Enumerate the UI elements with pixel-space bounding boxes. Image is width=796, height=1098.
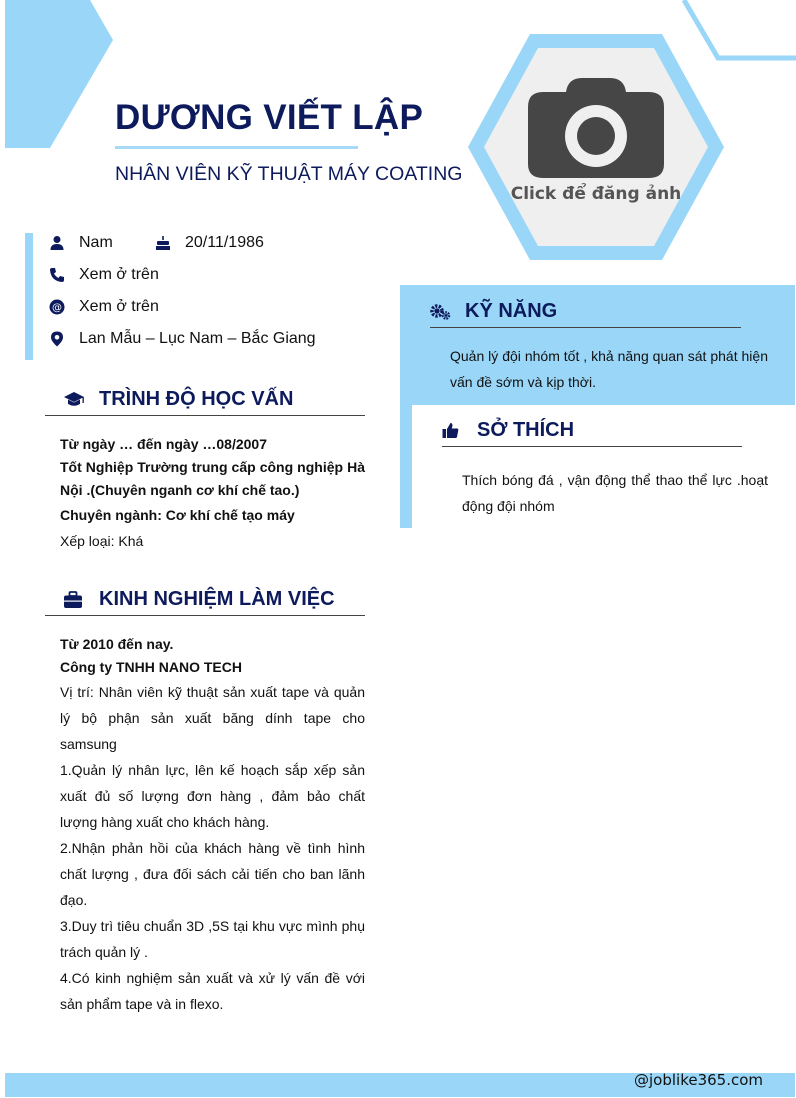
birthday-cake-icon [155, 235, 171, 251]
phone-icon [49, 267, 65, 283]
contact-email [49, 295, 159, 319]
svg-text:@: @ [52, 302, 62, 314]
education-period: Từ ngày … đến ngày …08/2007 [60, 436, 267, 452]
job-title: NHÂN VIÊN KỸ THUẬT MÁY COATING [115, 163, 463, 185]
experience-title: KINH NGHIỆM LÀM VIỆC [99, 588, 335, 610]
education-major: Chuyên ngành: Cơ khí chế tạo máy [60, 507, 295, 523]
address-value: Lan Mẫu – Lục Nam – Bắc Giang [79, 330, 316, 347]
candidate-name: DƯƠNG VIẾT LẬP [115, 98, 424, 137]
skills-section-header [430, 296, 741, 328]
contact-accent-bar [25, 233, 33, 360]
experience-company: Công ty TNHH NANO TECH [60, 659, 242, 675]
birthday-value: 20/11/1986 [185, 234, 264, 251]
hobbies-section-header [442, 415, 742, 447]
experience-item: 1.Quản lý nhân lực, lên kế hoạch sắp xếp sản xuất đủ số lượng đơn hàng , đảm bảo chất lượng hàng xuất cho khách hàng. [60, 762, 365, 830]
experience-section-header [45, 584, 365, 616]
experience-item: 2.Nhận phản hồi của khách hàng về tình hình chất lượng , đưa đối sách cải tiến cho ban lãnh đạo. [60, 840, 365, 908]
contact-address [49, 327, 316, 351]
footer-website: @joblike365.com [634, 1071, 764, 1089]
experience-period: Từ 2010 đến nay. [60, 636, 174, 652]
experience-item: 3.Duy trì tiêu chuẩn 3D ,5S tại khu vực mình phụ trách quản lý . [60, 918, 365, 960]
briefcase-icon [63, 591, 83, 609]
right-accent-bar [400, 405, 412, 528]
decorative-shape-top-left [0, 0, 120, 150]
phone-value: Xem ở trên [79, 266, 159, 283]
avatar-upload[interactable] [466, 34, 726, 260]
name-underline [115, 146, 358, 149]
gears-icon [430, 303, 451, 320]
camera-icon [528, 78, 664, 178]
experience-body [60, 633, 365, 1017]
gender-value: Nam [79, 234, 113, 251]
experience-item: 4.Có kinh nghiệm sản xuất và xử lý vấn đề với sản phẩm tape và in flexo. [60, 970, 365, 1012]
contact-birthday [155, 231, 264, 255]
education-title: TRÌNH ĐỘ HỌC VẤN [99, 388, 294, 410]
graduation-cap-icon [63, 391, 85, 409]
location-pin-icon [49, 331, 65, 347]
thumbs-up-icon [442, 422, 459, 439]
contact-phone [49, 263, 159, 287]
user-icon [49, 235, 65, 251]
education-grade: Xếp loại: Khá [60, 533, 144, 549]
skills-text: Quản lý đội nhóm tốt , khả năng quan sát phát hiện vấn đề sớm và kịp thời. [450, 348, 768, 390]
hobbies-text: Thích bóng đá , vận động thể thao thể lực .hoạt động đội nhóm [462, 472, 768, 514]
skills-title: KỸ NĂNG [465, 300, 558, 322]
education-body [60, 433, 365, 554]
email-at-icon [49, 299, 65, 315]
avatar-upload-caption[interactable]: Click để đăng ảnh [510, 184, 682, 204]
education-school: Tốt Nghiệp Trường trung cấp công nghiệp Hà Nội .(Chuyên nganh cơ khí chế tao.) [60, 459, 365, 498]
email-value: Xem ở trên [79, 298, 159, 315]
education-section-header [45, 384, 365, 416]
contact-gender [49, 231, 113, 255]
hobbies-title: SỞ THÍCH [477, 419, 575, 441]
experience-position: Vị trí: Nhân viên kỹ thuật sản xuất tape và quản lý bộ phận sản xuất băng dính tape cho samsung [60, 684, 365, 752]
